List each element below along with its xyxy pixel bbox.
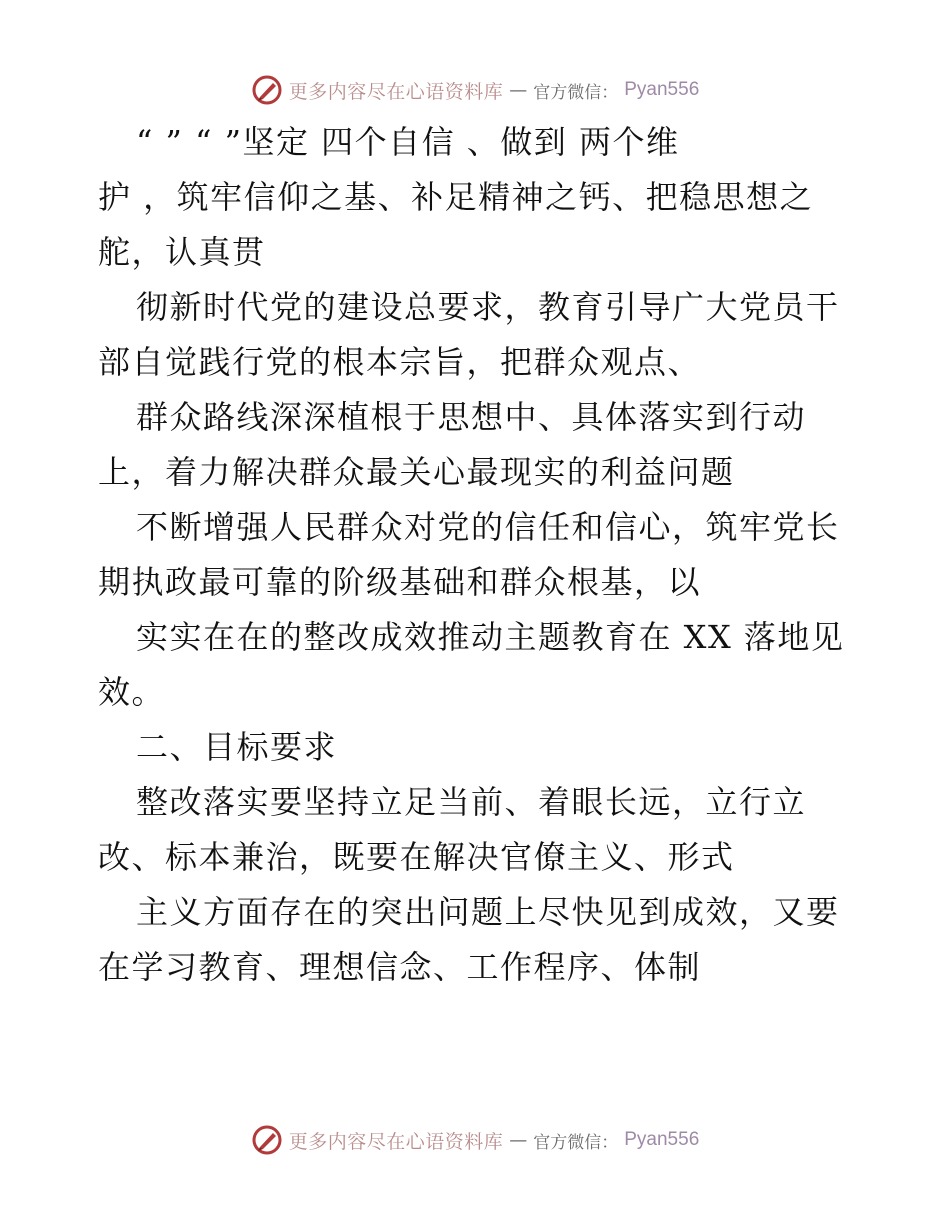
watermark-text: 更多内容尽在心语资料库 [288, 80, 504, 103]
document-body [98, 122, 858, 1002]
watermark-text: 更多内容尽在心语资料库 [288, 1130, 504, 1153]
text-line: “ ” “ ”坚定 四个自信 、做到 两个维 [136, 123, 680, 161]
text-line: 整改落实要坚持立足当前、着眼长远，立行立 [136, 783, 807, 821]
text-line: 舵，认真贯 [98, 233, 266, 271]
watermark-dash: — [509, 79, 528, 101]
text-line: 实实在在的整改成效推动主题教育在 XX 落地见 [136, 618, 845, 656]
text-line: 在学习教育、理想信念、工作程序、体制 [98, 948, 702, 986]
text-line: 护 ，筑牢信仰之基、补足精神之钙、把稳思想之 [98, 178, 814, 216]
text-line: 效。 [98, 673, 166, 711]
text-line: 群众路线深深植根于思想中、具体落实到行动 [136, 398, 807, 436]
text-line: 期执政最可靠的阶级基础和群众根基，以 [98, 563, 702, 601]
footer-watermark [0, 1120, 950, 1160]
pen-logo-icon [251, 1124, 283, 1156]
pen-logo-icon [251, 74, 283, 106]
watermark-wechat-label: 官方微信： [533, 1132, 619, 1153]
watermark-dash: — [509, 1129, 528, 1151]
section-heading: 二、目标要求 [136, 728, 338, 766]
watermark-wechat-id: Pyan556 [624, 79, 700, 100]
watermark-wechat-id: Pyan556 [624, 1129, 700, 1150]
header-watermark [0, 70, 950, 110]
text-line: 彻新时代党的建设总要求，教育引导广大党员干 [136, 288, 840, 326]
text-line: 改、标本兼治，既要在解决官僚主义、形式 [98, 838, 735, 876]
text-line: 主义方面存在的突出问题上尽快见到成效，又要 [136, 893, 840, 931]
text-line: 部自觉践行党的根本宗旨，把群众观点、 [98, 343, 702, 381]
text-line: 上，着力解决群众最关心最现实的利益问题 [98, 453, 735, 491]
watermark-wechat-label: 官方微信： [533, 82, 619, 103]
text-line: 不断增强人民群众对党的信任和信心，筑牢党长 [136, 508, 840, 546]
